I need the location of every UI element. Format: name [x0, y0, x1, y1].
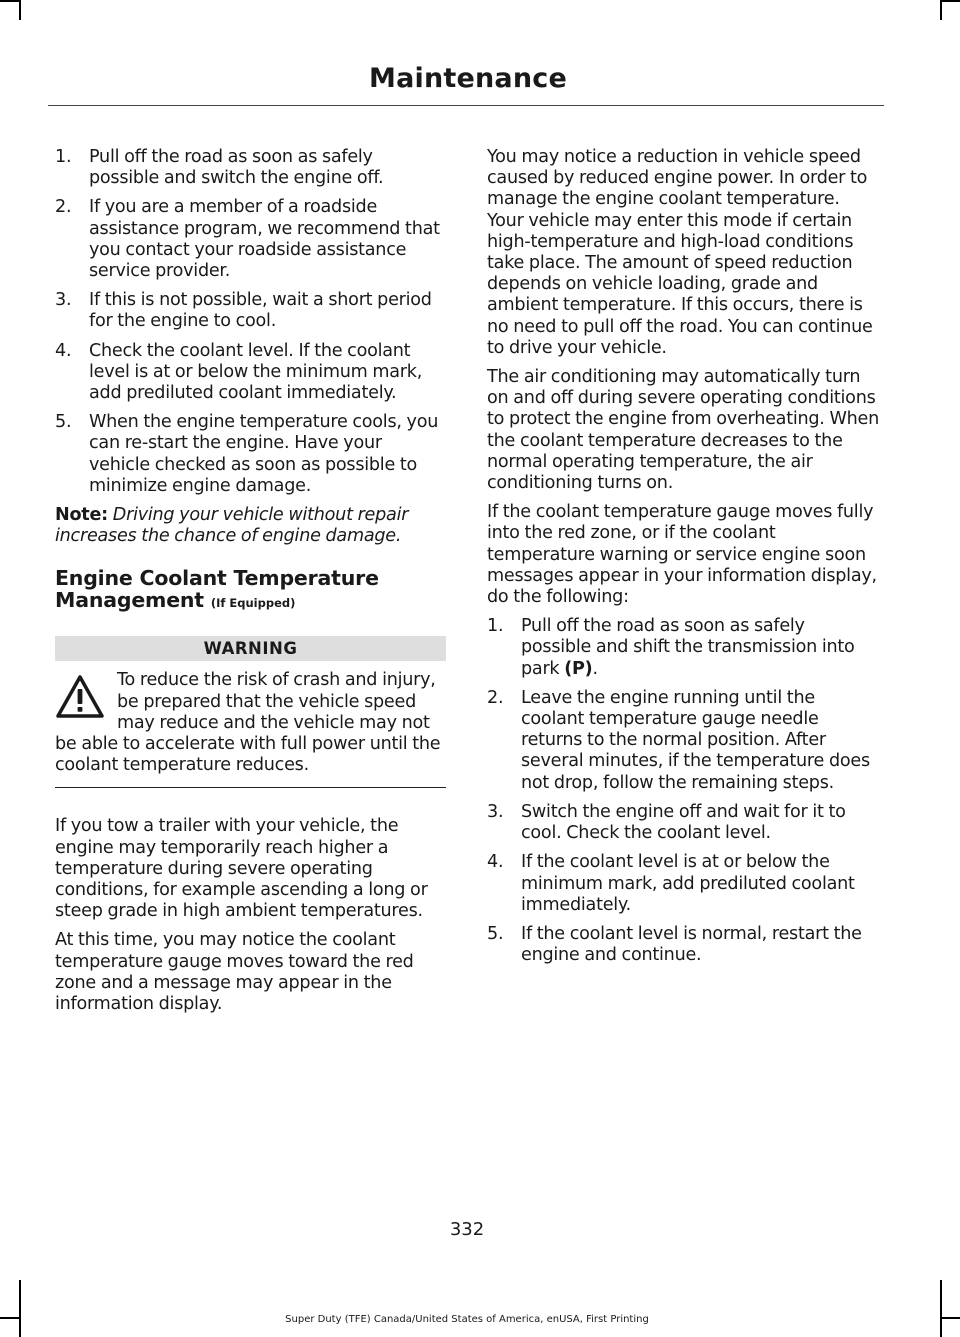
list-item: [55, 197, 446, 282]
section-heading-title: Engine Coolant Temperature Management: [55, 566, 379, 613]
paragraph: At this time, you may notice the coolant temperature gauge moves toward the red zone and a message may appear in the information display.: [55, 930, 414, 1015]
warning-triangle-icon: [55, 674, 105, 720]
warning-title: WARNING: [55, 636, 446, 661]
list-item-number: 1.: [55, 147, 72, 167]
crop-mark: [19, 0, 21, 20]
crop-mark: [940, 1280, 942, 1337]
list-item-text: Check the coolant level. If the coolant level is at or below the minimum mark, add prediluted coolant immediately.: [89, 340, 423, 404]
warning-content: [55, 670, 446, 776]
list-item-text: If this is not possible, wait a short period for the engine to cool.: [89, 290, 432, 332]
list-item: [55, 412, 446, 497]
list-item: [487, 688, 879, 794]
right-step-list: [487, 616, 879, 966]
paragraph: The air conditioning may automatically turn on and off during severe operating conditions to protect the engine from overheating. When the coolant temperature decreases to the normal operating temperature, the air conditioning turns on.: [487, 367, 880, 494]
list-item: [487, 802, 879, 844]
print-imprint: Super Duty (TFE) Canada/United States of America, enUSA, First Printing: [285, 1314, 649, 1325]
list-item-text: Pull off the road as soon as safely possible and switch the engine off.: [89, 147, 384, 189]
list-item-text: Pull off the road as soon as safely possible and shift the transmission into park: [521, 616, 855, 679]
list-item-number: 2.: [55, 197, 72, 218]
list-item: [487, 616, 879, 680]
crop-mark: [940, 1317, 960, 1319]
section-heading-qualifier: (If Equipped): [210, 596, 296, 611]
page-header-title: Maintenance: [369, 63, 567, 94]
list-item-number: 3.: [55, 290, 72, 311]
list-item: [55, 290, 446, 332]
paragraph: If you tow a trailer with your vehicle, the engine may temporarily reach higher a temperature during severe operating conditions, for example ascending a long or steep grade in high ambient temperatures.: [55, 816, 428, 922]
crop-mark: [940, 0, 942, 20]
list-item-text: Leave the engine running until the coolant temperature gauge needle returns to the normal position. After several minutes, if the temperature does not drop, follow the remaining steps.: [521, 687, 870, 793]
list-item-number: 5.: [55, 412, 72, 433]
crop-mark: [19, 1280, 21, 1337]
paragraph: You may notice a reduction in vehicle speed caused by reduced engine power. In order to manage the engine coolant temperature. Your vehicle may enter this mode if certain high-temperature and high-load conditions take place. The amount of speed reduction depends on vehicle loading, grade and ambient temperature. If this occurs, there is no need to pull off the road. You can continue to drive your vehicle.: [487, 147, 873, 358]
list-item-number: 4.: [487, 852, 504, 873]
left-column: [55, 147, 446, 1023]
list-item: [55, 147, 446, 189]
crop-mark: [940, 0, 960, 2]
list-item-number: 5.: [487, 923, 504, 944]
right-column: [487, 147, 879, 974]
list-item: [55, 341, 446, 405]
warning-text: To reduce the risk of crash and injury, be prepared that the vehicle speed may reduce and the vehicle may not be able to accelerate with full power until the coolant temperature reduces.: [55, 670, 441, 776]
list-item-number: 1.: [487, 616, 504, 637]
list-item-number: 3.: [487, 801, 504, 822]
section-heading: [55, 567, 446, 614]
left-step-list: [55, 147, 446, 497]
list-item-text: If you are a member of a roadside assistance program, we recommend that you contact your roadside assistance service provider.: [89, 197, 440, 282]
list-item-text: When the engine temperature cools, you can re-start the engine. Have your vehicle checked as soon as possible to minimize engine damage.: [89, 412, 439, 496]
list-item-tail: .: [592, 658, 598, 679]
list-item: [487, 852, 879, 916]
note-text: Driving your vehicle without repair increases the chance of engine damage.: [55, 505, 409, 547]
list-item-text: Switch the engine off and wait for it to cool. Check the coolant level.: [521, 801, 846, 844]
page-number: 332: [449, 1219, 485, 1240]
warning-box: [55, 636, 446, 788]
list-item-number: 4.: [55, 340, 72, 361]
list-item: [487, 924, 879, 966]
note: [55, 505, 446, 547]
header-divider: [48, 105, 884, 106]
park-gear-label: (P): [564, 658, 593, 679]
list-item-text: If the coolant level is normal, restart the engine and continue.: [521, 923, 862, 966]
list-item-number: 2.: [487, 687, 504, 708]
list-item-text: If the coolant level is at or below the minimum mark, add prediluted coolant immediately.: [521, 852, 855, 915]
crop-mark: [0, 0, 20, 2]
paragraph: If the coolant temperature gauge moves fully into the red zone, or if the coolant temperature warning or service engine soon messages appear in your information display, do the following:: [487, 502, 877, 608]
note-label: Note:: [55, 505, 108, 526]
